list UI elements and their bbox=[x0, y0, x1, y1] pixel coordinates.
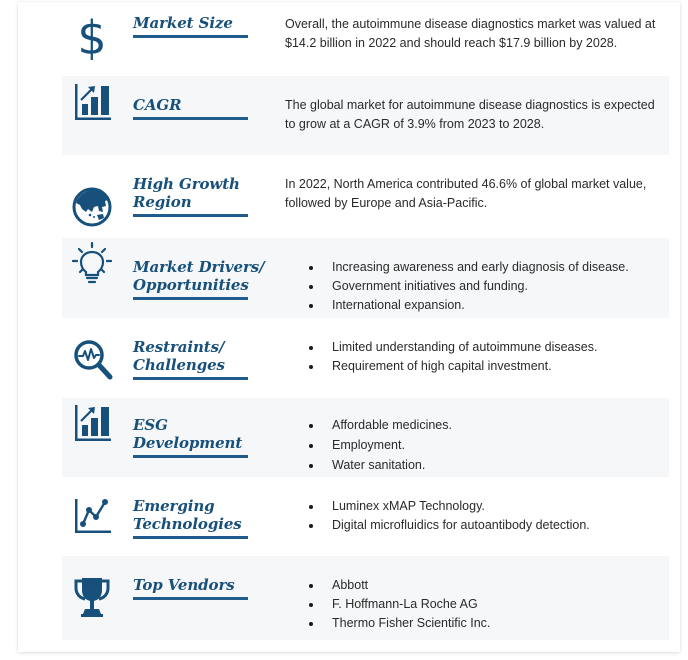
heading-restraints bbox=[133, 338, 248, 380]
list-item: Luminex xMAP Technology. bbox=[307, 497, 667, 516]
top-vendors-list bbox=[307, 576, 667, 633]
heading-market-drivers bbox=[133, 258, 265, 300]
list-item: Limited understanding of autoimmune diseases. bbox=[307, 338, 667, 357]
dollar-icon bbox=[72, 12, 112, 60]
list-item: International expansion. bbox=[307, 296, 667, 315]
emerging-technologies-list bbox=[307, 497, 667, 535]
line-chart-icon bbox=[74, 497, 112, 535]
heading-line: Challenges bbox=[133, 356, 225, 374]
heading-high-growth-region bbox=[133, 175, 248, 217]
heading-line: High Growth bbox=[133, 175, 240, 193]
row-top-vendors bbox=[62, 556, 669, 640]
magnifier-pulse-icon bbox=[72, 338, 114, 382]
heading-esg-development bbox=[133, 416, 248, 458]
heading-line: Development bbox=[133, 434, 243, 452]
list-item: Water sanitation. bbox=[307, 456, 667, 475]
row-market-size bbox=[62, 2, 669, 76]
heading-line: Restraints/ bbox=[133, 338, 225, 356]
globe-icon bbox=[72, 187, 112, 227]
list-item: Affordable medicines. bbox=[307, 416, 667, 435]
row-esg-development bbox=[62, 398, 669, 477]
row-market-drivers bbox=[62, 238, 669, 318]
list-item: Government initiatives and funding. bbox=[307, 277, 667, 296]
row-cagr bbox=[62, 76, 669, 155]
lightbulb-icon bbox=[72, 242, 112, 286]
bar-chart-growth-icon bbox=[74, 403, 112, 443]
heading-line: ESG bbox=[133, 416, 168, 434]
heading-market-size bbox=[133, 14, 248, 38]
row-high-growth-region bbox=[62, 155, 669, 238]
heading-line: Opportunities bbox=[133, 276, 249, 294]
list-item: Abbott bbox=[307, 576, 667, 595]
list-item: Digital microfluidics for autoantibody detection. bbox=[307, 516, 667, 535]
description-cagr: The global market for autoimmune disease diagnostics is expected to grow at a CAGR of 3.9% from 2023 to 2028. bbox=[285, 98, 655, 131]
heading-line: Emerging bbox=[133, 497, 215, 515]
heading-cagr bbox=[133, 96, 248, 120]
list-item: Requirement of high capital investment. bbox=[307, 357, 667, 376]
heading-line: Market Size bbox=[133, 14, 233, 32]
description-high-growth-region: In 2022, North America contributed 46.6% of global market value, followed by Europe and Asia-Pacific. bbox=[285, 177, 647, 210]
description-market-size: Overall, the autoimmune disease diagnostics market was valued at $14.2 billion in 2022 and should reach $17.9 billion by 2028. bbox=[285, 17, 656, 50]
trophy-icon bbox=[74, 576, 110, 618]
list-item: F. Hoffmann-La Roche AG bbox=[307, 595, 667, 614]
list-item: Thermo Fisher Scientific Inc. bbox=[307, 614, 667, 633]
list-item: Increasing awareness and early diagnosis of disease. bbox=[307, 258, 667, 277]
heading-line: Technologies bbox=[133, 515, 242, 533]
heading-line: Top Vendors bbox=[133, 576, 235, 594]
heading-top-vendors bbox=[133, 576, 248, 600]
heading-line: Region bbox=[133, 193, 192, 211]
heading-line: Market Drivers/ bbox=[133, 258, 265, 276]
bar-chart-growth-icon bbox=[74, 82, 112, 122]
row-emerging-technologies bbox=[62, 477, 669, 556]
market-drivers-list bbox=[307, 258, 667, 315]
row-restraints bbox=[62, 318, 669, 398]
heading-emerging-technologies bbox=[133, 497, 248, 539]
market-summary-card bbox=[18, 2, 680, 652]
heading-line: CAGR bbox=[133, 96, 182, 114]
restraints-list bbox=[307, 338, 667, 376]
esg-development-list bbox=[307, 416, 667, 475]
svg-text:$: $ bbox=[77, 12, 107, 60]
list-item: Employment. bbox=[307, 436, 667, 455]
